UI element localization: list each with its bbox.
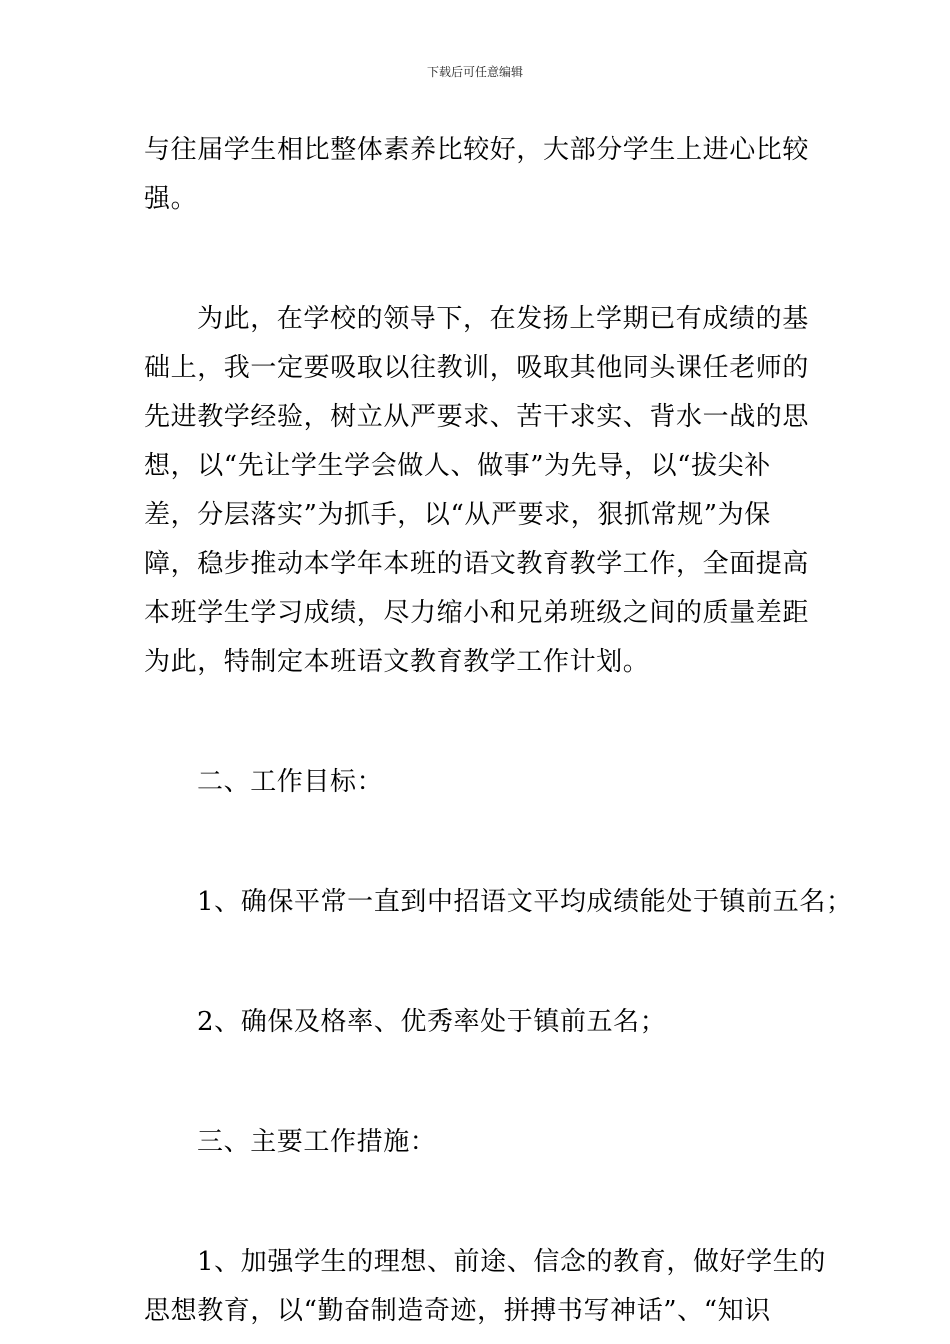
measure-item-1 <box>144 1238 826 1336</box>
text-line: 差，分层落实”为抓手，以“从严要求，狠抓常规”为保 <box>144 500 771 530</box>
text-line: 础上，我一定要吸取以往教训，吸取其他同头课任老师的 <box>144 353 810 383</box>
paragraph-gap <box>144 1047 809 1118</box>
text-line: 为此，在学校的领导下，在发扬上学期已有成绩的基 <box>197 304 809 334</box>
text-line: 本班学生学习成绩，尽力缩小和兄弟班级之间的质量差距 <box>144 598 810 628</box>
text-line: 强。 <box>144 184 198 214</box>
paragraph-gap <box>144 807 809 878</box>
paragraph-gap <box>144 1167 809 1238</box>
document-body <box>144 126 853 1336</box>
text-line: 1、加强学生的理想、前途、信念的教育，做好学生的 <box>197 1247 826 1277</box>
text-line: 先进教学经验，树立从严要求、苦干求实、背水一战的思 <box>144 402 810 432</box>
goal-item-2: 2、确保及格率、优秀率处于镇前五名； <box>197 1007 667 1037</box>
text-line: 与往届学生相比整体素养比较好，大部分学生上进心比较 <box>144 135 810 165</box>
text-line: 思想教育，以“勤奋制造奇迹，拼搏书写神话”、“知识 <box>144 1296 771 1326</box>
text-line: 想，以“先让学生学会做人、做事”为先导，以“拔尖补 <box>144 451 771 481</box>
section-heading-goals: 二、工作目标： <box>197 767 384 797</box>
text-line: 为此，特制定本班语文教育教学工作计划。 <box>144 647 650 677</box>
paragraph-intro-continued <box>144 126 809 224</box>
section-heading-measures: 三、主要工作措施： <box>197 1127 437 1157</box>
goal-item-1: 1、确保平常一直到中招语文平均成绩能处于镇前五名； <box>197 887 853 917</box>
paragraph-purpose <box>144 295 809 687</box>
paragraph-gap <box>144 927 809 998</box>
paragraph-gap <box>144 224 809 295</box>
page-header-note: 下载后可任意编辑 <box>426 65 523 79</box>
text-line: 障，稳步推动本学年本班的语文教育教学工作，全面提高 <box>144 549 810 579</box>
paragraph-gap <box>144 687 809 758</box>
